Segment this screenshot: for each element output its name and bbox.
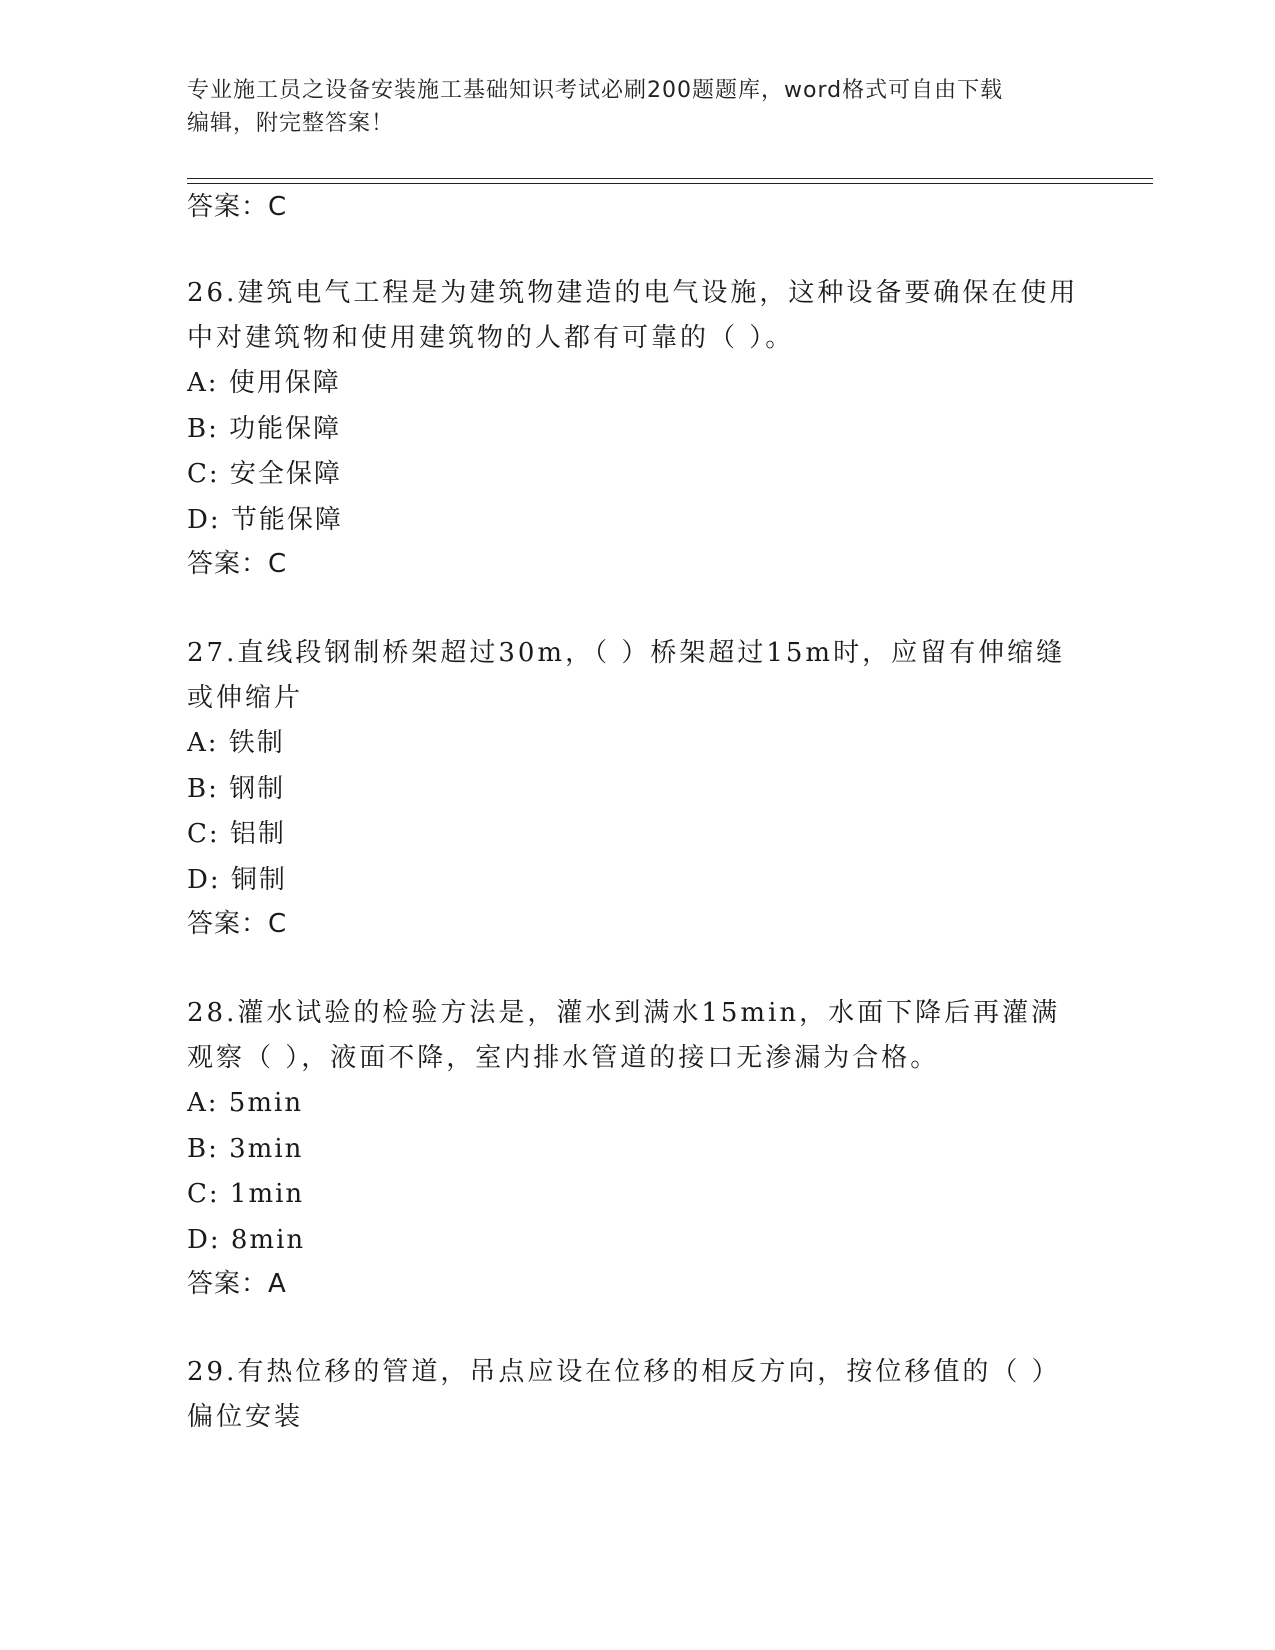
- question-stem: 27.直线段钢制桥架超过30m，（ ）桥架超过15m时，应留有伸缩缝或伸缩片: [187, 638, 1066, 713]
- option-c: C: 铝制: [187, 819, 286, 849]
- answer-q27: 答案：C: [187, 909, 288, 939]
- option-a: A: 铁制: [187, 728, 285, 758]
- option-b: B: 钢制: [187, 773, 286, 804]
- question-stem: 29.有热位移的管道，吊点应设在位移的相反方向，按位移值的（ ）偏位安装: [187, 1357, 1061, 1432]
- option-d: D: 节能保障: [187, 504, 343, 535]
- question-stem: 26.建筑电气工程是为建筑物建造的电气设施，这种设备要确保在使用中对建筑物和使用建筑物的人都有可靠的（ ）。: [187, 278, 1079, 353]
- option-b: B: 功能保障: [187, 413, 342, 444]
- document-header: [187, 74, 1087, 140]
- option-b: B: 3min: [187, 1133, 304, 1164]
- option-a: A: 使用保障: [187, 368, 341, 398]
- option-d: D: 8min: [187, 1224, 306, 1255]
- header-divider-bottom: [187, 183, 1153, 184]
- answer-q26: 答案：C: [187, 549, 288, 579]
- question-28: [187, 991, 1087, 1301]
- header-divider-top: [187, 178, 1153, 179]
- header-title-line-2: 编辑，附完整答案！: [187, 111, 395, 136]
- question-29: [187, 1350, 1087, 1440]
- question-26: [187, 271, 1087, 581]
- option-a: A: 5min: [187, 1088, 304, 1118]
- header-title-line-1: 专业施工员之设备安装施工基础知识考试必刷200题题库，word格式可自由下载: [187, 78, 1004, 103]
- answer-q25: 答案：C: [187, 192, 288, 222]
- question-stem: 28.灌水试验的检验方法是，灌水到满水15min，水面下降后再灌满观察（ ），液面不降，室内排水管道的接口无渗漏为合格。: [187, 998, 1061, 1073]
- option-c: C: 1min: [187, 1179, 305, 1209]
- question-27: [187, 631, 1087, 941]
- option-c: C: 安全保障: [187, 459, 342, 489]
- option-d: D: 铜制: [187, 864, 287, 895]
- answer-q28: 答案：A: [187, 1269, 287, 1299]
